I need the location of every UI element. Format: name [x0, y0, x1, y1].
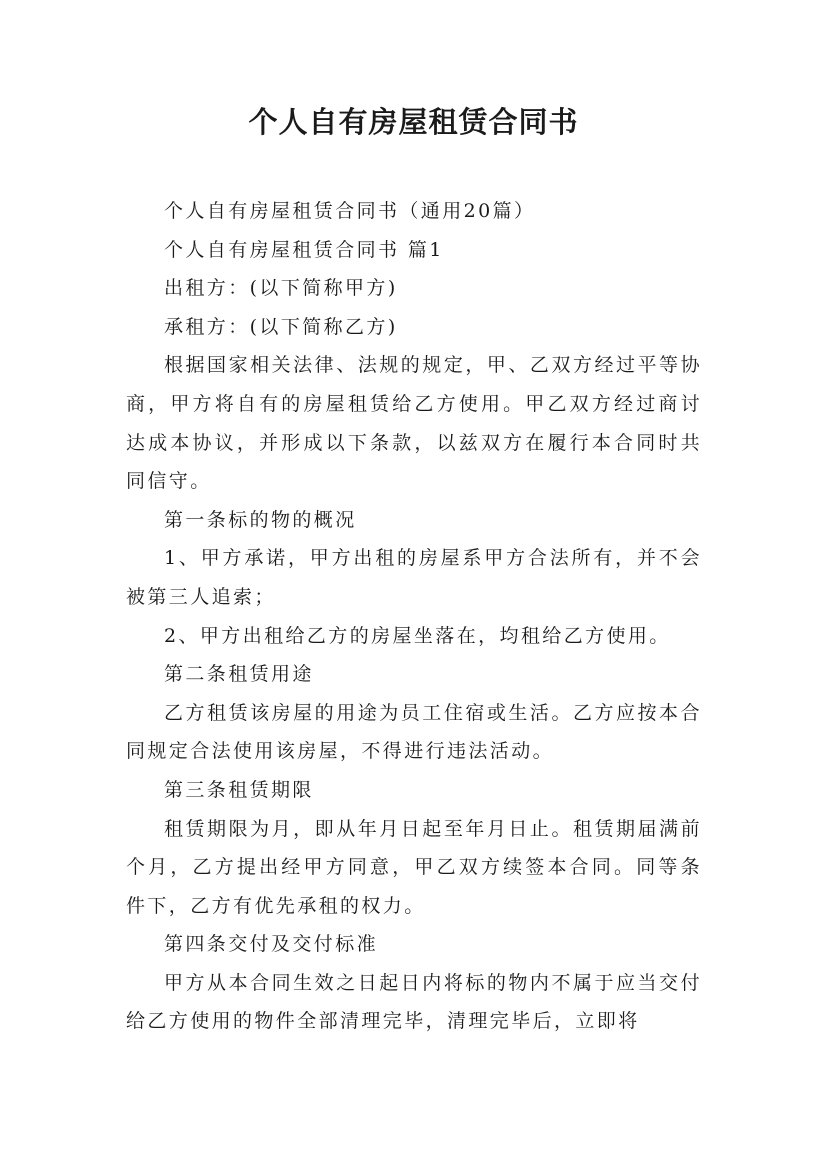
document-title: 个人自有房屋租赁合同书 — [248, 105, 579, 139]
article-1-heading: 第一条标的物的概况 — [164, 508, 357, 531]
paragraph-subtitle: 个人自有房屋租赁合同书（通用20篇） — [164, 200, 536, 222]
article-4-body: 甲方从本合同生效之日起日内将标的物内不属于应当交付给乙方使用的物件全部清理完毕，清理完毕后，立即将 — [126, 971, 702, 1033]
article-4-heading: 第四条交付及交付标准 — [164, 933, 379, 956]
article-1-clause-2: 2、甲方出租给乙方的房屋坐落在，均租给乙方使用。 — [164, 624, 671, 647]
article-2-body: 乙方租赁该房屋的用途为员工住宿或生活。乙方应按本合同规定合法使用该房屋，不得进行违法活动。 — [126, 701, 702, 763]
paragraph-lessee: 承租方：(以下简称乙方) — [164, 315, 398, 338]
article-3-body: 租赁期限为月，即从年月日起至年月日止。租赁期届满前个月，乙方提出经甲方同意，甲乙双方续签本合同。同等条件下，乙方有优先承租的权力。 — [126, 817, 702, 917]
document-body — [126, 192, 702, 1041]
article-3-heading: 第三条租赁期限 — [164, 778, 314, 801]
article-1-clause-1: 1、甲方承诺，甲方出租的房屋系甲方合法所有，并不会被第三人追索； — [126, 547, 702, 608]
paragraph-preamble: 根据国家相关法律、法规的规定，甲、乙双方经过平等协商，甲方将自有的房屋租赁给乙方使用。甲乙双方经过商讨达成本协议，并形成以下条款，以兹双方在履行本合同时共同信守。 — [126, 354, 702, 493]
paragraph-section-heading: 个人自有房屋租赁合同书 篇1 — [164, 238, 444, 261]
paragraph-lessor: 出租方：(以下简称甲方) — [164, 277, 398, 300]
article-2-heading: 第二条租赁用途 — [164, 663, 314, 686]
